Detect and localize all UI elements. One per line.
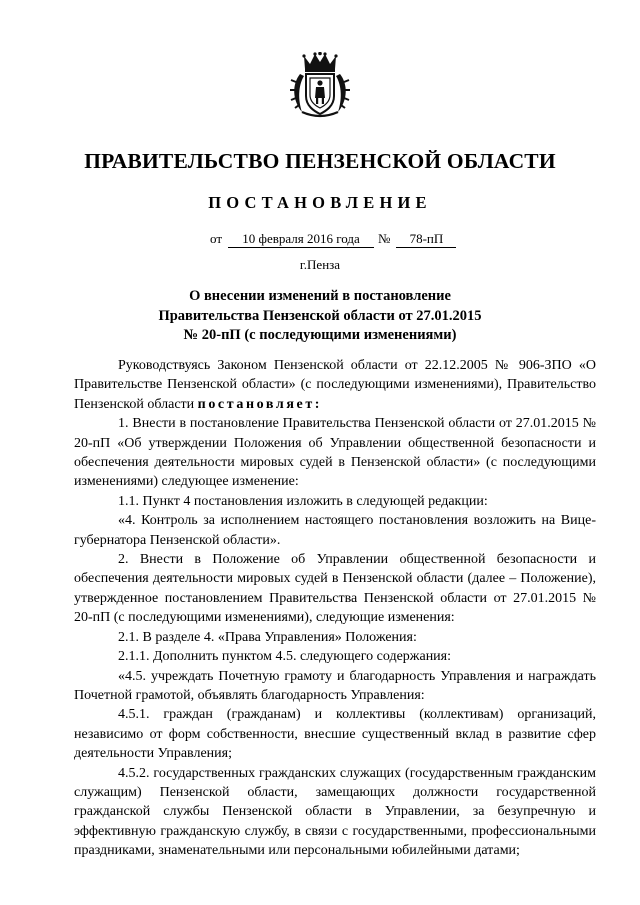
paragraph: «4.5. учреждать Почетную грамоту и благодарность Управления и награждать Почетной грамотой, объявлять благодарность Управления:: [74, 668, 596, 703]
number-label: №: [378, 231, 391, 246]
paragraph: [74, 356, 596, 414]
paragraph: «4. Контроль за исполнением настоящего постановления возложить на Вице-губернатора Пензенской области».: [74, 513, 596, 548]
date-prefix: от: [210, 231, 223, 246]
paragraph: 2. Внести в Положение об Управлении общественной безопасности и обеспечения деятельности мировых судей в Пензенской области (далее – Положение), утвержденное постановлением Правительства Пензенской области от 27.01.2015 № 20-пП (с последующими изменениями), следующие изменения:: [74, 552, 596, 626]
paragraph: 2.1. В разделе 4. «Права Управления» Положения:: [118, 629, 417, 645]
document-number: 78-пП: [396, 230, 456, 248]
document-type: ПОСТАНОВЛЕНИЕ: [208, 193, 432, 212]
title-line: Правительства Пензенской области от 27.01.2015: [158, 307, 482, 324]
paragraph: 4.5.1. граждан (гражданам) и коллективы (коллективам) организаций, независимо от форм собственности, внесшие существенный вклад в развитие сфер деятельности Управления;: [74, 707, 596, 762]
document-date: 10 февраля 2016 года: [228, 230, 374, 248]
document-title: [140, 287, 500, 346]
date-number-line: [210, 230, 456, 248]
document-body: [74, 356, 596, 861]
paragraph: 4.5.2. государственных гражданских служащих (государственным гражданским служащим) Пензенской области, замещающих должности государственной гражданской службы Пензенской области в Управлении, за безупречную и эффективную гражданскую службу, в связи с государственными, профессиональными праздниками, знаменательными или персональными юбилейными датами;: [74, 765, 596, 859]
resolution-word: постановляет:: [197, 396, 323, 412]
paragraph-text: Руководствуясь Законом Пензенской области от 22.12.2005 № 906-ЗПО «О Правительстве Пензенской области» (с последующими изменениями), Правительство Пензенской области: [74, 358, 596, 412]
organization-name: ПРАВИТЕЛЬСТВО ПЕНЗЕНСКОЙ ОБЛАСТИ: [84, 149, 556, 173]
coat-of-arms-icon: [288, 52, 352, 118]
paragraph: 2.1.1. Дополнить пунктом 4.5. следующего содержания:: [118, 649, 452, 665]
paragraph: 1.1. Пункт 4 постановления изложить в следующей редакции:: [118, 493, 488, 509]
title-line: № 20-пП (с последующими изменениями): [183, 327, 457, 343]
city: г.Пенза: [299, 257, 341, 272]
paragraph: 1. Внести в постановление Правительства Пензенской области от 27.01.2015 № 20-пП «Об утверждении Положения об Управлении общественной безопасности и обеспечения деятельности мировых судей в Пензенской области» (с последующими изменениями) следующее изменение:: [74, 416, 596, 490]
title-line: О внесении изменений в постановление: [189, 288, 451, 304]
